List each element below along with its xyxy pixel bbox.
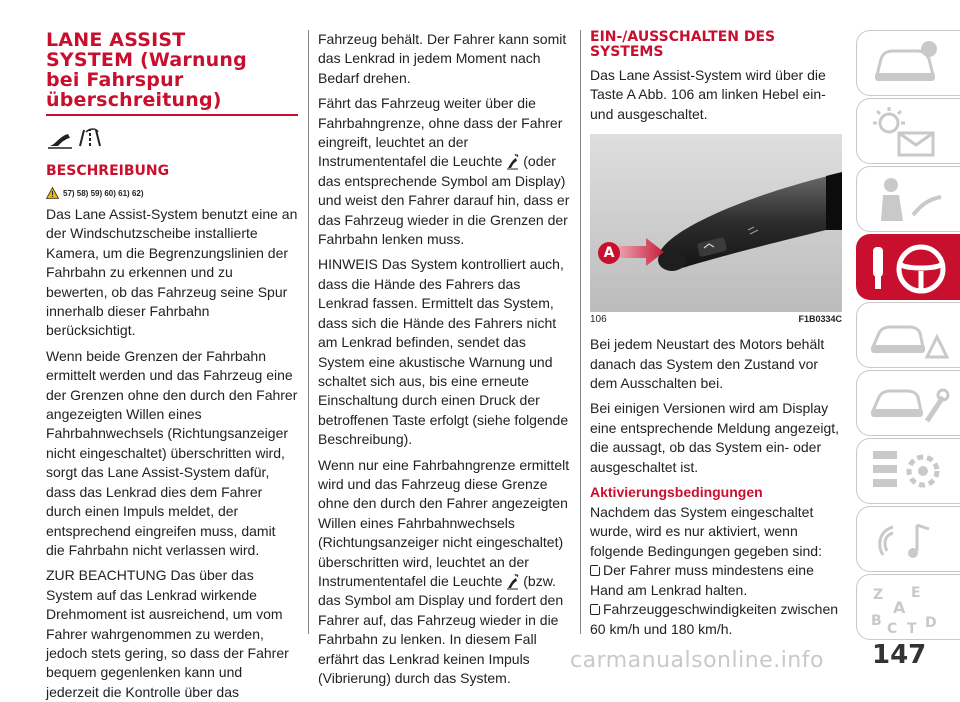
paragraph-part: (oder das entsprechende Symbol am Display) und weist den Fahrer darauf hin, dass er das Fahrzeug wieder in die Grenzen der Fahrbahn lenken muss. <box>318 153 570 248</box>
list-item <box>590 600 842 639</box>
column-2 <box>318 30 570 688</box>
title-line: LANE ASSIST <box>46 29 186 51</box>
svg-text:D: D <box>925 615 937 631</box>
paragraph <box>318 456 570 689</box>
title-line: bei Fahrspur <box>46 69 184 91</box>
index-icon <box>863 579 953 637</box>
title-line: SYSTEM (Warnung <box>46 49 247 71</box>
svg-text:E: E <box>911 585 921 601</box>
paragraph: Das Lane Assist-System wird über die Taste A Abb. 106 am linken Hebel ein- und ausgeschaltet. <box>590 67 826 122</box>
warning-references: 57) 58) 59) 60) 61) 62) <box>63 188 144 198</box>
tab-multimedia[interactable] <box>856 506 960 572</box>
tab-starting-driving[interactable] <box>856 234 960 300</box>
safety-icon <box>863 171 953 229</box>
lane-warning-light-icon <box>506 152 519 170</box>
subsection-heading: Aktivierungsbedingungen <box>590 484 763 501</box>
list-item-text: Fahrzeuggeschwindigkeiten zwischen 60 km/h und 180 km/h. <box>590 601 839 637</box>
section-heading <box>590 30 842 60</box>
bullet-icon <box>590 604 600 615</box>
paragraph: HINWEIS Das System kontrolliert auch, dass die Hände des Fahrers das Lenkrad fassen. Ermittelt das System, dass sich die Hände des Fahrers nicht am Lenkrad befinden, sendet das System eine akustische Warnung und schaltet sich aus, bis eine erneute Einschaltung durch einen Druck der betroffenen Taste erfolgt (siehe folgende Beschreibung). <box>318 256 569 448</box>
bullet-icon <box>590 565 600 576</box>
title-underline <box>46 114 298 116</box>
figure-caption <box>590 314 842 325</box>
paragraph: Nachdem das System eingeschaltet wurde, wird es nur aktiviert, wenn folgende Bedingungen gegeben sind: <box>590 504 822 559</box>
svg-text:Z: Z <box>873 587 884 603</box>
figure-code: F1B0334C <box>798 314 842 325</box>
tab-safety[interactable] <box>856 166 960 232</box>
car-info-icon <box>863 35 953 93</box>
steering-wheel-icon <box>863 239 953 297</box>
heading-line: EIN-/AUSSCHALTEN DES <box>590 29 776 45</box>
page-title <box>46 30 298 110</box>
section-heading: BESCHREIBUNG <box>46 163 170 179</box>
figure-callout-label: A <box>598 242 620 264</box>
warning-lights-icon <box>863 103 953 161</box>
multimedia-icon <box>863 511 953 569</box>
lane-assist-icon <box>46 126 106 150</box>
column-3 <box>590 30 842 639</box>
title-line: überschreitung) <box>46 89 222 111</box>
warning-reference-row <box>46 187 298 199</box>
paragraph: Das Lane Assist-System benutzt eine an der Windschutzscheibe installierte Kamera, um die Begrenzungslinien der Fahrbahn zu erkennen und zu bewerten, ob das Fahrzeug seine Spur innerhalb dieser Fahrbahn berücksichtigt. <box>46 206 298 339</box>
paragraph: Bei jedem Neustart des Motors behält danach das System den Zustand vor dem Ausschalten bei. <box>590 336 825 392</box>
svg-text:T: T <box>907 621 917 637</box>
list-item-text: Der Fahrer muss mindestens eine Hand am Lenkrad halten. <box>590 562 814 598</box>
column-1 <box>46 30 298 702</box>
paragraph-part: (bzw. das Symbol am Display und fordert den Fahrer auf, das Fahrzeug wieder in die Fahrbahn zu lenken. In diesem Fall erfährt das Lenkrad keinen Impuls (Vibrierung) durch das System. <box>318 572 564 686</box>
steering-lever-image <box>590 134 842 312</box>
svg-text:B: B <box>871 613 882 629</box>
technical-data-icon <box>863 443 953 501</box>
heading-line: SYSTEMS <box>590 44 664 60</box>
paragraph-part: Wenn nur eine Fahrbahngrenze ermittelt wird und das Fahrzeug diese Grenze ohne den durch den Fahrer angezeigten Willen eines Fahrbahnwechsels (Richtungsanzeiger nicht eingeschaltet) überschritten wird, leuchtet an der Instrumententafel die Leuchte <box>318 456 570 589</box>
warning-triangle-icon <box>46 187 59 199</box>
svg-text:A: A <box>893 598 906 617</box>
watermark: carmanualsonline.info <box>570 648 824 673</box>
paragraph: Wenn beide Grenzen der Fahrbahn ermittelt werden und das Fahrzeug eine der Grenzen ohne den durch den Fahrer angezeigten Willen eines Fahrbahnwechsels (Richtungsanzeiger nicht eingeschaltet) überschritten wird, sorgt das Lane Assist-System dafür, dass das Lenkrad dies dem Fahrer durch einen Impuls meldet, der entsprechend eingreifen muss, damit die Fahrbahn nicht verlassen wird. <box>46 347 298 558</box>
maintenance-icon <box>863 375 953 433</box>
paragraph: ZUR BEACHTUNG Das über das System auf das Lenkrad wirkende Drehmoment ist ausreichend, um vom Fahrer wahrgenommen zu werden, jedoch stets gering, so dass der Fahrer bequem gegenlenken kann und jederzeit die Kontrolle über das <box>46 567 289 700</box>
tab-emergency[interactable] <box>856 302 960 368</box>
emergency-icon <box>863 307 953 365</box>
paragraph: Fahrzeug behält. Der Fahrer kann somit das Lenkrad in jedem Moment nach Bedarf drehen. <box>318 31 567 86</box>
page-number: 147 <box>872 640 927 670</box>
figure-lever-illustration <box>590 134 842 312</box>
column-divider <box>580 30 581 634</box>
tab-index[interactable] <box>856 574 960 640</box>
tab-maintenance[interactable] <box>856 370 960 436</box>
paragraph <box>318 94 570 249</box>
list-item <box>590 561 842 600</box>
figure-number: 106 <box>590 314 607 326</box>
paragraph: Bei einigen Versionen wird am Display eine entsprechende Meldung angezeigt, die aussagt, ob das System ein- oder ausgeschaltet ist. <box>590 400 840 475</box>
paragraph-part: Fährt das Fahrzeug weiter über die Fahrbahngrenze, ohne dass der Fahrer eingreift, leuchtet an der Instrumententafel die Leuchte <box>318 95 563 170</box>
tab-technical-data[interactable] <box>856 438 960 504</box>
column-divider <box>308 30 309 634</box>
tab-warning-lights[interactable] <box>856 98 960 164</box>
svg-text:C: C <box>887 621 898 637</box>
lane-warning-light-icon <box>506 572 519 590</box>
tab-car-info[interactable] <box>856 30 960 96</box>
